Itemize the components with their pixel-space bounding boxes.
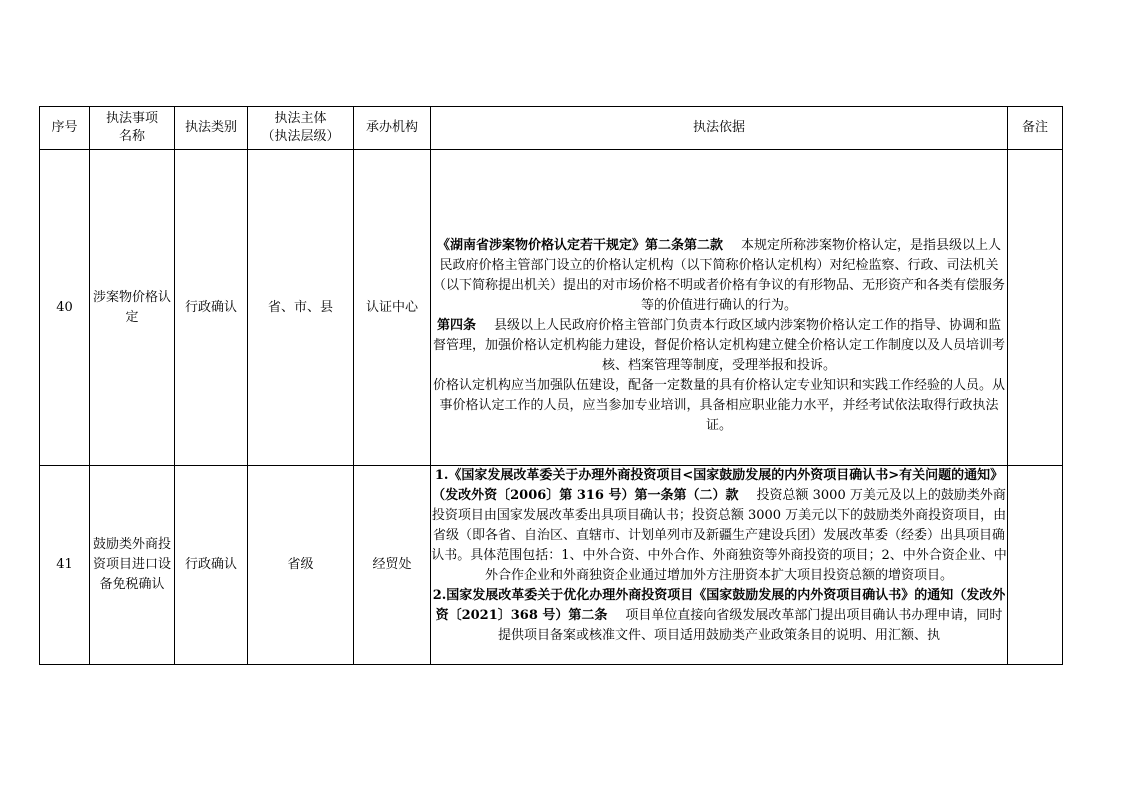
basis-paragraph [431,316,1007,376]
cell-basis [431,466,1008,665]
basis-article-text: 县级以上人民政府价格主管部门负责本行政区域内涉案物价格认定工作的指导、协调和监督管理，加强价格认定机构能力建设，督促价格认定机构建立健全价格认定工作制度以及人员培训考核、档案管理等制度，受理举报和投诉。 [432,317,1005,373]
basis-paragraph [431,466,1007,586]
cell-subject: 省级 [248,466,354,665]
header-remarks: 备注 [1008,107,1063,150]
cell-agency: 经贸处 [354,466,431,665]
cell-agency: 认证中心 [354,150,431,466]
table-row [40,150,1063,466]
header-seq: 序号 [40,107,90,150]
cell-category: 行政确认 [175,466,248,665]
header-category: 执法类别 [175,107,248,150]
cell-seq: 40 [40,150,90,466]
basis-paragraph [431,586,1007,646]
cell-item-name: 涉案物价格认定 [90,150,175,466]
cell-item-name: 鼓励类外商投资项目进口设备免税确认 [90,466,175,665]
basis-article-title: 2.国家发展改革委关于优化办理外商投资项目《国家鼓励发展的内外资项目确认书》的通知（发改外资〔2021〕368 号）第二条 [432,588,1006,623]
cell-remarks [1008,466,1063,665]
cell-basis [431,150,1008,466]
cell-subject: 省、市、县 [248,150,354,466]
header-item-name: 执法事项 名称 [90,107,175,150]
cell-category: 行政确认 [175,150,248,466]
header-basis: 执法依据 [431,107,1008,150]
enforcement-table [39,106,1063,665]
table-row [40,466,1063,665]
cell-remarks [1008,150,1063,466]
header-agency: 承办机构 [354,107,431,150]
basis-article-text: 项目单位直接向省级发展改革部门提出项目确认书办理申请，同时提供项目备案或核准文件、项目适用鼓励类产业政策条目的说明、用汇额、执 [497,608,1003,643]
basis-article-text: 本规定所称涉案物价格认定，是指县级以上人民政府价格主管部门设立的价格认定机构（以下简称价格认定机构）对纪检监察、行政、司法机关（以下简称提出机关）提出的对市场价格不明或者价格有争议的有形物品、无形资产和各类有偿服务等的价值进行确认的行为。 [432,237,1005,313]
cell-seq: 41 [40,466,90,665]
basis-paragraph: 价格认定机构应当加强队伍建设，配备一定数量的具有价格认定专业知识和实践工作经验的人员。从事价格认定工作的人员，应当参加专业培训，具备相应职业能力水平，并经考试依法取得行政执法证。 [432,377,1005,433]
basis-article-title: 1.《国家发展改革委关于办理外商投资项目<国家鼓励发展的内外资项目确认书>有关问题的通知》（发改外资〔2006〕第 316 号）第一条第（二）款 [432,468,1004,503]
table-header-row [40,107,1063,150]
header-subject: 执法主体 （执法层级） [248,107,354,150]
basis-article-text: 投资总额 3000 万美元及以上的鼓励类外商投资项目由国家发展改革委出具项目确认书；投资总额 3000 万美元以下的鼓励类外商投资项目，由省级（即各省、自治区、直辖市、计划单列市及新疆生产建设兵团）发展改革委（经委）出具项目确认书。具体范围包括：1、中外合资、中外合作、外商独资等外商投资的项目；2、中外合资企业、中外合作企业和外商独资企业通过增加外方注册资本扩大项目投资总额的增资项目。 [431,488,1007,583]
basis-article-title: 《湖南省涉案物价格认定若干规定》第二条第二款 [436,237,723,253]
basis-article-title: 第四条 [436,317,476,333]
basis-paragraph [431,236,1007,316]
